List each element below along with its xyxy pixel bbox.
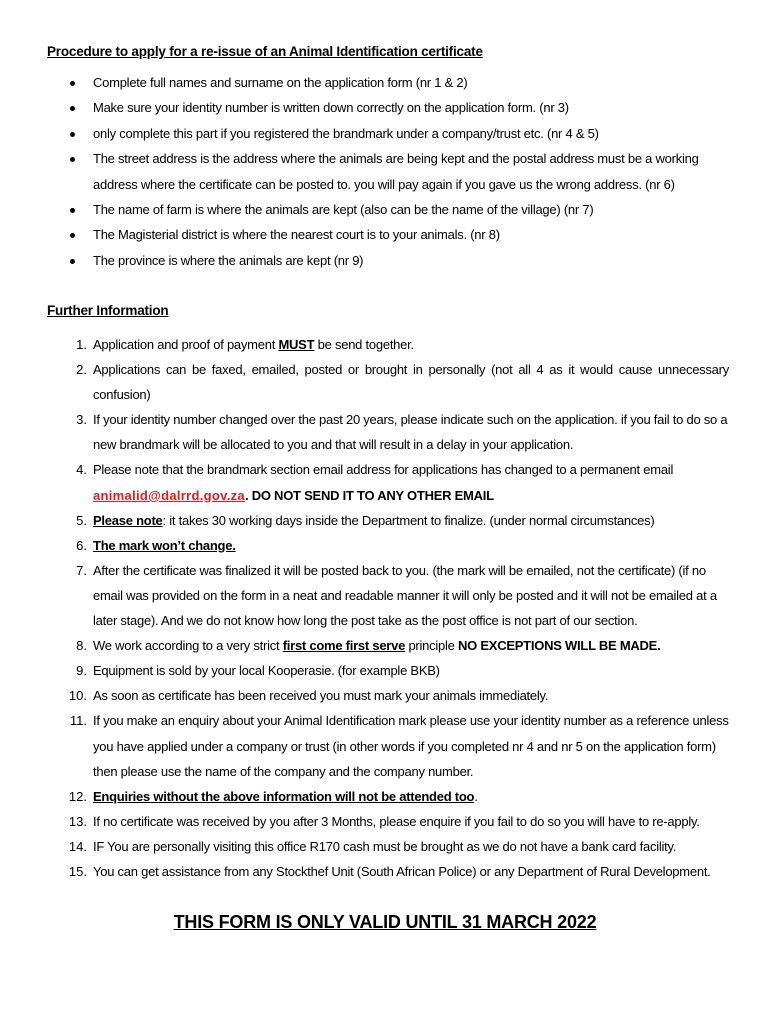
list-item: 3. If your identity number changed over the past 20 years, please indicate such on the application. if you fail to do so a new brandmark will be allocated to you and that will result in a delay in your application. [76,412,728,453]
list-item: 2. Applications can be faxed, emailed, posted or brought in personally (not all 4 as it would cause unnecessary confusion) [76,362,729,403]
bullet-item: The street address is the address where the animals are being kept and the postal address must be a working address where the certificate can be posted to. you will pay again if you gave us the wrong address. (nr 6) [0,148,770,199]
validity-notice: THIS FORM IS ONLY VALID UNTIL 31 MARCH 2022 [173,912,597,932]
bullet-dot-icon [70,208,75,213]
list-item: 8. We work according to a very strict first come first serve principle NO EXCEPTIONS WILL BE MADE. [76,638,661,654]
list-item: 7. After the certificate was finalized it will be posted back to you. (the mark will be emailed, not the certificate) (if no email was provided on the form in a neat and readable manner it will only be posted and it will not be emailed at a later stage). And we do not know how long the post take as the post office is not part of our section. [76,562,717,629]
further-information-heading: Further Information [47,303,169,318]
list-item: 15. You can get assistance from any Stockthef Unit (South African Police) or any Department of Rural Development. [68,864,711,879]
bullet-dot-icon [70,233,75,238]
list-item: 6. The mark won’t change. [76,537,236,553]
list-item: 1. Application and proof of payment MUST be send together. [76,337,414,352]
bullet-item: The Magisterial district is where the nearest court is to your animals. (nr 8) [0,224,770,249]
bullet-item: Make sure your identity number is written down correctly on the application form. (nr 3) [0,97,770,122]
bullet-item: only complete this part if you registered the brandmark under a company/trust etc. (nr 4 & 5) [0,123,770,148]
list-item: 9. Equipment is sold by your local Kooperasie. (for example BKB) [76,663,440,679]
bullet-item: The name of farm is where the animals are kept (also can be the name of the village) (nr 7) [0,199,770,224]
procedure-heading: Procedure to apply for a re-issue of an Animal Identification certificate [47,44,483,59]
bullet-dot-icon [70,157,75,162]
bullet-item: Complete full names and surname on the application form (nr 1 & 2) [0,72,770,97]
list-item: 10. As soon as certificate has been received you must mark your animals immediately. [68,688,549,704]
list-item: 12. Enquiries without the above information will not be attended too. [68,788,478,804]
bullet-dot-icon [70,132,75,137]
bullet-item: The province is where the animals are kept (nr 9) [0,250,770,275]
email-link[interactable]: animalid@dalrrd.gov.za [93,487,245,503]
procedure-bullet-list [0,72,770,275]
further-information-list [0,332,770,909]
list-item: 4. Please note that the brandmark section email address for applications has changed to a permanent email animalid@dalrrd.gov.za. DO NOT SEND IT TO ANY OTHER EMAIL [76,462,674,503]
list-item: 11. If you make an enquiry about your Animal Identification mark please use your identity number as a reference unless you have applied under a company or trust (in other words if you completed nr 4 and nr 5 on the application form) then please use the name of the company and the company number. [69,713,729,779]
list-item: 13. If no certificate was received by you after 3 Months, please enquire if you fail to do so you will have to re-apply. [68,813,700,829]
list-item: 14. IF You are personally visiting this office R170 cash must be brought as we do not have a bank card facility. [68,838,677,854]
list-item: 5. Please note: it takes 30 working days inside the Department to finalize. (under normal circumstances) [76,512,655,528]
bullet-dot-icon [70,259,75,264]
bullet-dot-icon [70,106,75,111]
bullet-dot-icon [70,81,75,86]
